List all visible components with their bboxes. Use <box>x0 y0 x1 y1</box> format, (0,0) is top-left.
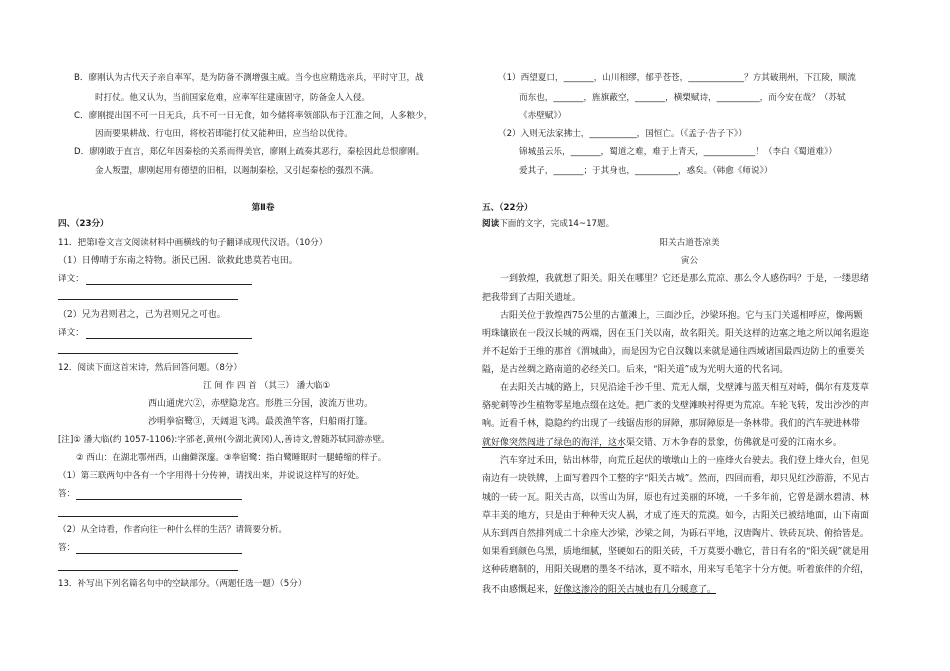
option-b-line-1: B．廖刚认为古代天子亲自率军，是为防备不测增强主威。当今也应精选亲兵，平时守卫，战 <box>74 73 424 83</box>
q12-2-answer-label: 答： <box>58 543 76 553</box>
option-d-line-2: 金人叛盟，廖刚起用有德望的旧相，以遏制秦桧，又引起秦桧的强烈不满。 <box>95 166 379 176</box>
q13-item-line-4: （2）入则无法家拂士，___________，国恒亡。（《孟子·告子下》） <box>498 129 747 139</box>
paragraph-tail: 我不由感慨起来， <box>482 585 555 595</box>
paragraph-line: 把我带到了古阳关遗址。 <box>482 293 582 303</box>
question-11: 11．把第Ⅰ卷文言文阅读材料中画横线的句子翻译成现代汉语。（10分） <box>58 238 328 248</box>
read-label: 阅读 <box>482 219 500 229</box>
q11-sentence-1: （1）日傅晴于东南之特物。浙民已困．欲救此患莫若屯田。 <box>58 256 298 266</box>
q11-answer-line-2b[interactable] <box>58 353 238 354</box>
read-rest: 下面的文字，完成14~17题。 <box>499 219 615 229</box>
q13-item-line-3: 《赤壁赋》） <box>519 111 567 121</box>
option-c-line-2: 因而要果耕战、行屯田，将校若即能打仗又能种田，应当给以优待。 <box>95 129 353 139</box>
paragraph-line: 一到敦煌，我就想了阳关。阳关在哪里？它还是那么荒凉、那么令人感伤吗？于是，一缕思绪 <box>500 274 870 284</box>
underline-phrase-2: 好像这渗冷的阳关古城也有几分暖意了。 <box>554 585 717 595</box>
q12-1-answer-line-a[interactable] <box>76 499 242 500</box>
paragraph-line: 南边有一块铁牌，上面写着四个工整的字“阳关古城”。然而，四回而看，却只见红沙游游，不见古 <box>482 474 870 484</box>
paragraph-line: 隘，是古丝绸之路南道的必经关口。后来，“阳关道”成为光明大道的代名词。 <box>482 365 789 375</box>
paragraph-line: 城的一砖一瓦。阳关古高，以雪山为屏，原也有过美丽的环境，一千多年前，它曾是湖水碧清、林 <box>482 493 870 503</box>
paragraph-line: 古阳关位于敦煌西75公里的古董滩上，三面沙丘，沙梁环抱。它与玉门关遥相呼应，像两颗 <box>500 311 863 321</box>
reading-instruction <box>482 218 614 230</box>
paragraph-line: 响。近看千林，隐隐约约出现了一线锯齿形的屏障，那屏障原是一条林带。我们的汽车驶进林带 <box>482 419 861 429</box>
paragraph-line: 从东到西自然排列成二十余座大沙梁，沙梁之间，为砾石平地，汉唐陶片、铁砖瓦块、俯拾皆是。 <box>482 529 870 539</box>
q12-2-answer-line-a[interactable] <box>76 553 242 554</box>
paragraph-line: 这种砖磨制的，用阳关砚磨的墨冬不结冰，夏不暗水，用来写毛笔字十分方便。听着旅伴的介绍， <box>482 565 870 575</box>
paragraph-line: 如果看到颜色乌黑，质地细腻，坚硬如石的阳关砖，千万莫要小瞧它，昔日有名的“阳关砚”就是用 <box>482 547 870 557</box>
paragraph-line: 在去阳关古城的路上，只见沿途千沙千里、荒无人烟，戈壁滩与蓝天相互对峙，偶尔有芨芨草 <box>500 383 870 393</box>
q11-sentence-2: （2）兄为君则君之，己为君则兄之可也。 <box>58 310 226 320</box>
article-title: 阳关古道苍凉美 <box>659 238 720 248</box>
q11-answer-line-1b[interactable] <box>58 299 238 300</box>
paragraph-line: 并不起始于王维的那首《渭城曲》，而是因为它自汉魏以来就是通往西域诸国最西边防上的重要关 <box>482 347 865 357</box>
paragraph-line: 骆驼刺等沙生植物零星地点缀在这处。把广袤的戈壁滩映衬得更为荒凉。车轮飞转，发出沙沙的声 <box>482 401 870 411</box>
poem-note-2: ② 西山：在湖北鄂州西，山幽僻深邃。③拳宿鹭：指白鹭睡眠时一腿蜷缩的样子。 <box>76 453 387 463</box>
paragraph-line: 草丰美的地方，只是由于种种天灾人祸，才成了连天的荒漠。如今，古阳关已被结地面，山下南面 <box>482 511 870 521</box>
question-12-1: （1）第三联两句中各有一个字用得十分传神，请找出来，并说说这样写的好处。 <box>58 471 365 481</box>
section-2-title: 第Ⅱ卷 <box>251 203 275 213</box>
q13-item-line-2: 而东也，_______，旌旗蔽空，_______，横槊赋诗，__________，而今安在哉？（苏轼 <box>519 93 846 103</box>
q12-2-answer-line-b[interactable] <box>58 570 238 571</box>
q11-answer-line-2a[interactable] <box>86 338 252 339</box>
question-13: 13．补写出下列名篇名句中的空缺部分。（两题任选一题）（5分） <box>58 579 307 589</box>
q12-1-answer-line-b[interactable] <box>58 516 238 517</box>
section-5-heading: 五、（22分） <box>482 203 533 213</box>
underline-phrase-1 <box>482 447 624 448</box>
paragraph-line: 汽车穿过禾田，钻出林带，向荒丘起伏的墩墩山上的一座烽火台驶去。我们登上烽火台，但见 <box>500 456 870 466</box>
option-c-line-1: C．廖刚提出国不可一日无兵，兵不可一日无食，如今储将率领部队布于江淮之间，人多粮少， <box>74 111 433 121</box>
q12-1-answer-label: 答： <box>58 489 76 499</box>
poem-title: 江 间 作 四 首 （其三） 潘大临① <box>203 381 331 391</box>
section-4-heading: 四、（23分） <box>58 219 109 229</box>
poem-line-1: 西山通虎穴②，赤壁隐龙宫。形胜三分国，波流万世功。 <box>148 399 374 409</box>
question-12: 12．阅读下面这首宋诗，然后回答问题。（8分） <box>58 363 242 373</box>
q13-item-line-5: 锦城虽云乐，_______，蜀道之难，难于上青天，____________！（李白《蜀道难》） <box>519 147 837 157</box>
paragraph-line: 明珠镶嵌在一段汉长城的两端，因在玉门关以南，故名阳关。阳关这样的边塞之地之所以闻名遐迩 <box>482 329 870 339</box>
poem-line-2: 沙明拳宿鹭③，天阔退飞鸿。最羡渔竿客，归船雨打篷。 <box>148 417 374 427</box>
q11-translate-label-1: 译文： <box>58 274 84 284</box>
option-b-line-2: 时打仗。他又认为，当前国家危难，应率军往建康固守，防备金人入侵。 <box>95 93 371 103</box>
paragraph-line: 就好像突然闯进了绿色的海洋，这水渠交错、万木争春的景象，仿佛就是可爱的江南水乡。 <box>482 438 843 448</box>
q11-translate-label-2: 译文： <box>58 328 84 338</box>
q13-item-line-1: （1）西望夏口，_______，山川相缪，郁乎苍苍，_____________？方其破荆州，下江陵，顺流 <box>498 73 856 83</box>
q13-item-line-6: 爱其子，_______；于其身也，__________，惑矣。（韩愈《师说》） <box>519 166 773 176</box>
paragraph-line-last <box>482 584 716 596</box>
article-author: 寅公 <box>680 256 699 266</box>
poem-note-1: [注]① 潘大临(约 1057-1106):字邠老,黄州(今湖北黄冈)人,善诗文,曾随苏轼同游赤壁。 <box>58 435 390 445</box>
question-12-2: （2）从全诗看，作者向往一种什么样的生活？请简要分析。 <box>58 525 287 535</box>
q11-answer-line-1a[interactable] <box>86 284 252 285</box>
option-d-line-1: D．廖刚敢于直言，郑亿年因秦桧的关系而得美官，廖刚上疏奏其恶行，秦桧因此总恨廖刚。 <box>74 147 425 157</box>
